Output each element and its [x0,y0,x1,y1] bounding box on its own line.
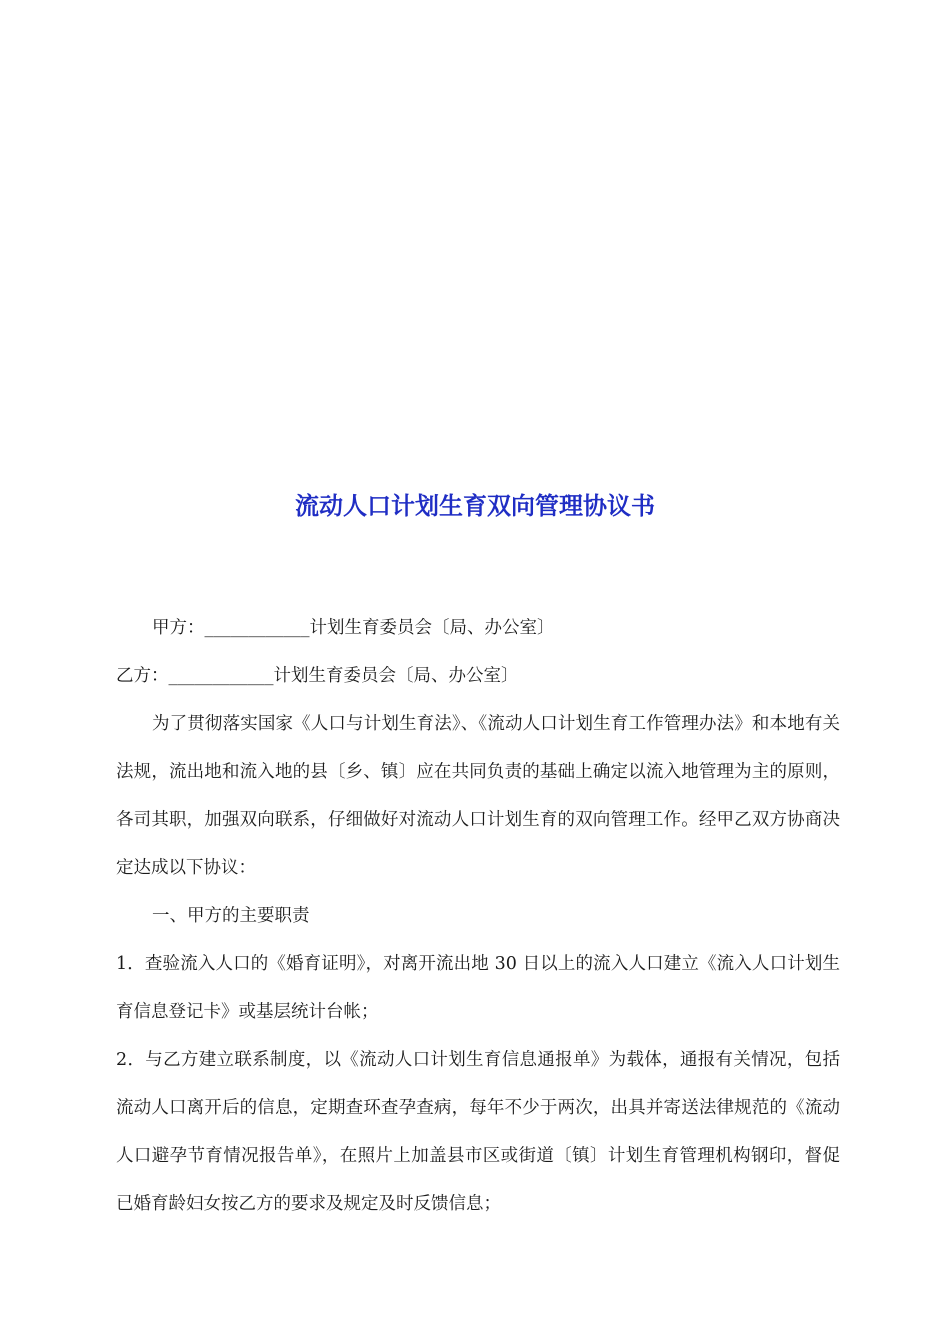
party-a-label: 甲方： [152,618,205,638]
party-b-line [116,652,840,700]
document-body [116,604,840,1228]
document-title: 流动人口计划生育双向管理协议书 [295,492,655,520]
intro-paragraph: 为了贯彻落实国家《人口与计划生育法》、《流动人口计划生育工作管理办法》和本地有关法规，流出地和流入地的县〔乡、镇〕应在共同负责的基础上确定以流入地管理为主的原则，各司其职，加强双向联系，仔细做好对流动人口计划生育的双向管理工作。经甲乙双方协商决定达成以下协议： [116,714,840,878]
party-a-blank: ____________ [204,618,310,638]
party-b-org: 计划生育委员会〔局、办公室〕 [273,666,519,686]
party-a-org: 计划生育委员会〔局、办公室〕 [309,618,555,638]
party-b-label: 乙方： [116,666,169,686]
party-b-blank: ____________ [168,666,274,686]
duty-item-1: 1．查验流入人口的《婚育证明》，对离开流出地 30 日以上的流入人口建立《流入人口计划生育信息登记卡》或基层统计台帐； [116,954,840,1022]
section-heading-party-a-duties: 一、甲方的主要职责 [152,906,310,926]
duty-item-2: 2．与乙方建立联系制度，以《流动人口计划生育信息通报单》为载体，通报有关情况，包括流动人口离开后的信息，定期查环查孕查病，每年不少于两次，出具并寄送法律规范的《流动人口避孕节育情况报告单》，在照片上加盖县市区或街道〔镇〕计划生育管理机构钢印，督促已婚育龄妇女按乙方的要求及规定及时反馈信息； [116,1050,840,1214]
party-a-line [116,604,840,652]
